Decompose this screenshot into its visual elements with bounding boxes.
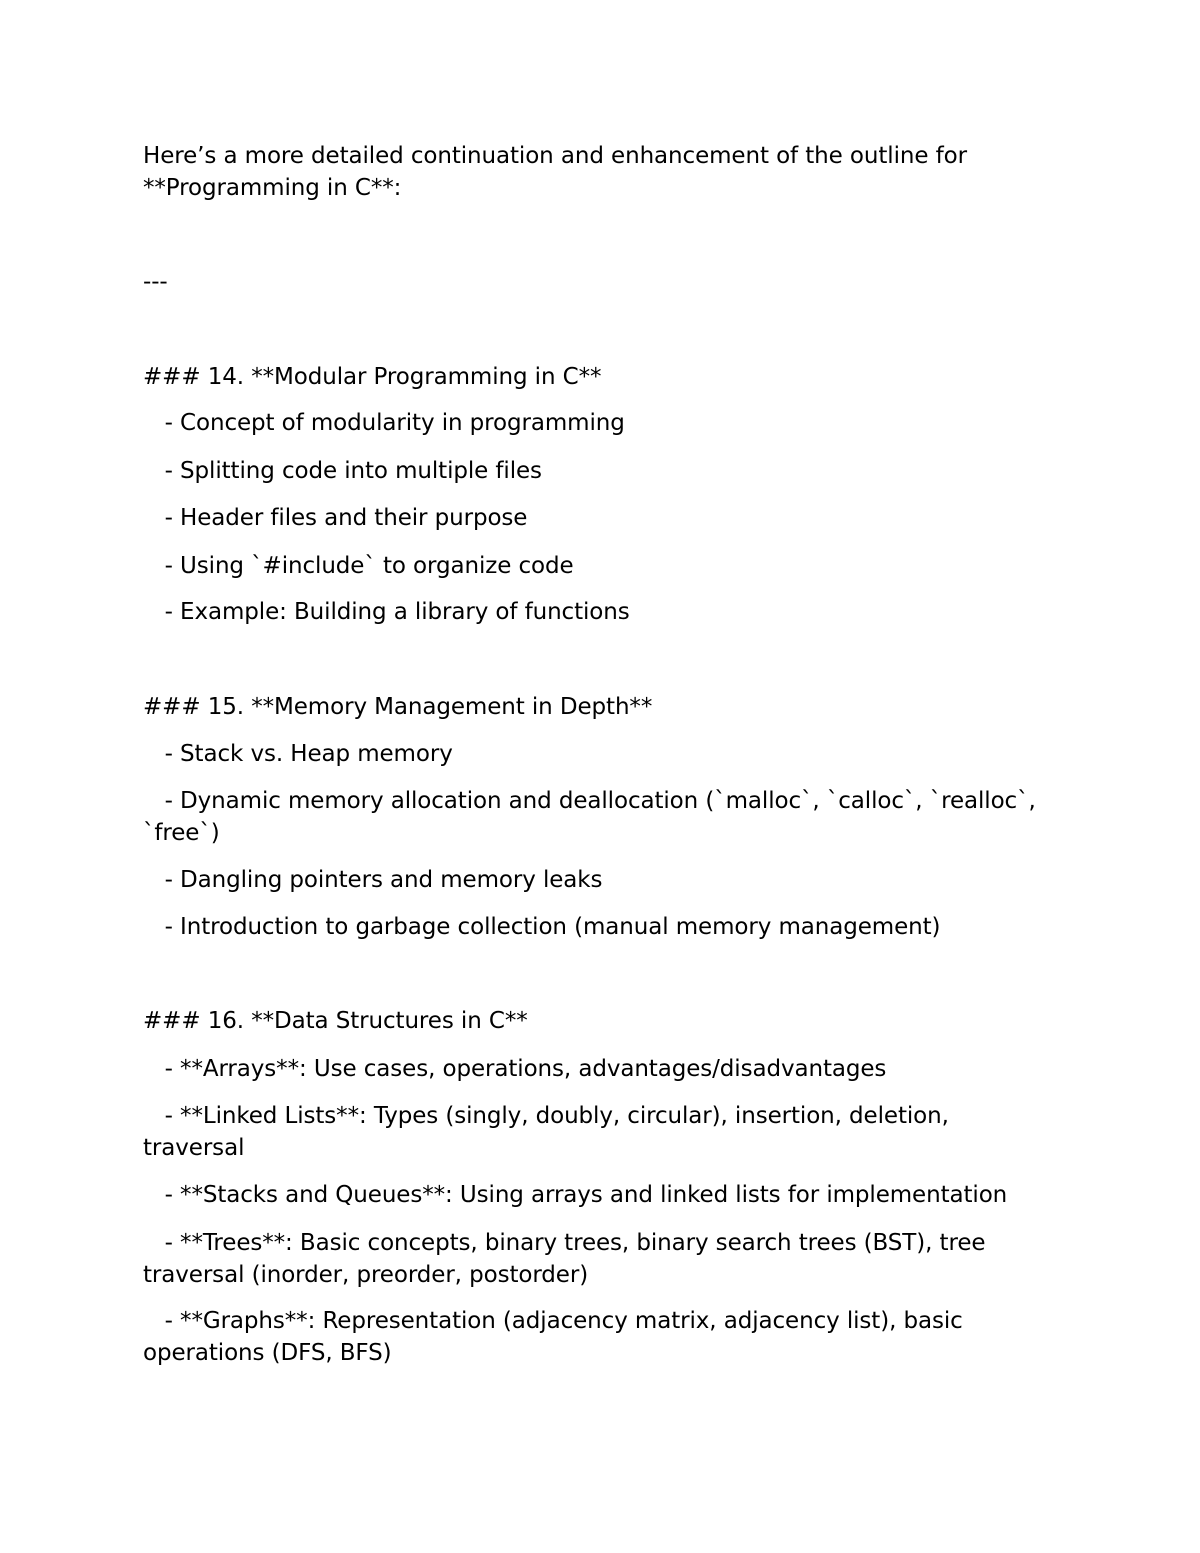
list-item: - **Stacks and Queues**: Using arrays and linked lists for implementation xyxy=(143,1182,1008,1208)
section-heading-15: ### 15. **Memory Management in Depth** xyxy=(143,694,653,720)
list-item: - Introduction to garbage collection (manual memory management) xyxy=(143,914,941,940)
list-item: - Using `#include` to organize code xyxy=(143,553,574,579)
list-item: - **Trees**: Basic concepts, binary trees, binary search trees (BST), tree traversal (inorder, preorder, postorder) xyxy=(143,1230,993,1288)
list-item: - Dynamic memory allocation and deallocation (`malloc`, `calloc`, `realloc`, `free`) xyxy=(143,788,1043,846)
separator: --- xyxy=(143,269,168,295)
list-item: - **Arrays**: Use cases, operations, advantages/disadvantages xyxy=(143,1056,887,1082)
section-heading-14: ### 14. **Modular Programming in C** xyxy=(143,364,602,390)
intro-paragraph: Here’s a more detailed continuation and enhancement of the outline for **Programming in C**: xyxy=(143,143,975,201)
list-item: - Dangling pointers and memory leaks xyxy=(143,867,603,893)
list-item: - Example: Building a library of functions xyxy=(143,599,630,625)
list-item: - Stack vs. Heap memory xyxy=(143,741,453,767)
list-item: - Splitting code into multiple files xyxy=(143,458,542,484)
section-heading-16: ### 16. **Data Structures in C** xyxy=(143,1008,528,1034)
list-item: - **Linked Lists**: Types (singly, doubly, circular), insertion, deletion, traversal xyxy=(143,1103,957,1161)
list-item: - Header files and their purpose xyxy=(143,505,528,531)
list-item: - **Graphs**: Representation (adjacency matrix, adjacency list), basic operations (DFS, BFS) xyxy=(143,1308,970,1366)
list-item: - Concept of modularity in programming xyxy=(143,410,625,436)
